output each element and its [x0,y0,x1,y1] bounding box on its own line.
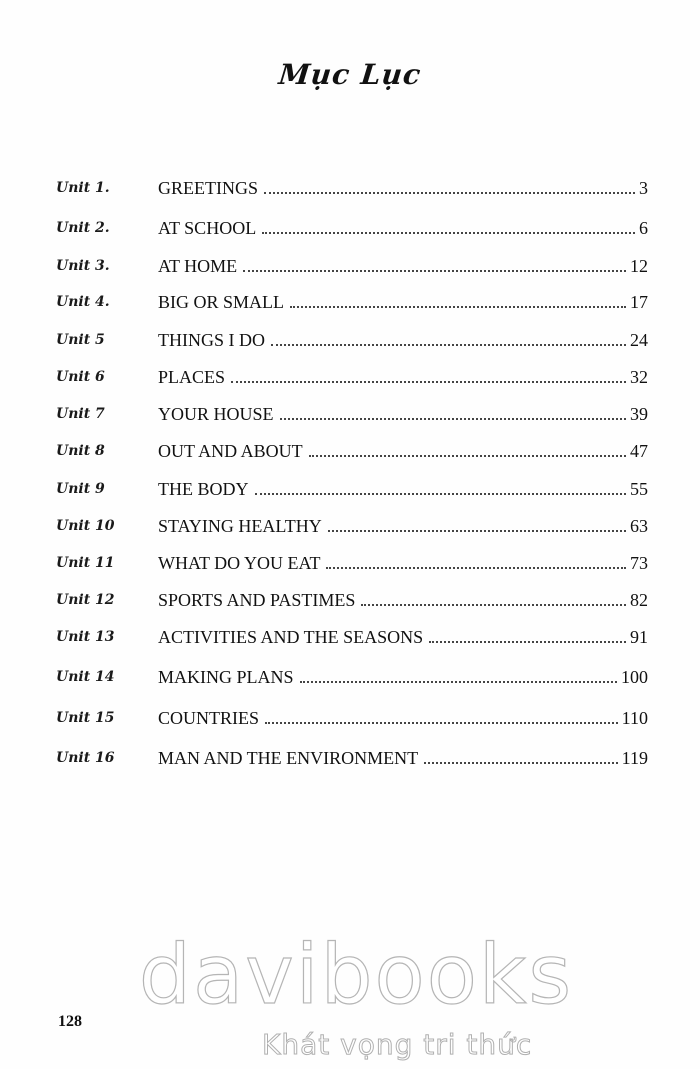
toc-page-number: 73 [630,553,648,573]
toc-entry [158,441,648,462]
toc-row [0,441,700,465]
toc-page-number: 110 [621,708,648,728]
watermark-tagline: Khát vọng tri thức [262,1028,533,1061]
toc-unit-label: Unit 15 [56,710,115,726]
toc-row [0,292,700,316]
toc-entry-title: MAKING PLANS [158,667,294,687]
toc-entry-title: MAN AND THE ENVIRONMENT [158,748,419,768]
toc-unit-label: Unit 16 [56,750,115,766]
toc-row [0,218,700,242]
toc-unit-label: Unit 2. [56,220,110,236]
toc-entry-title: THE BODY [158,479,249,499]
toc-entry [158,553,648,574]
dot-leader [424,762,618,764]
toc-entry-title: ACTIVITIES AND THE SEASONS [158,627,424,647]
toc-row [0,553,700,577]
toc-entry-title: BIG OR SMALL [158,292,285,312]
toc-entry [158,708,648,729]
toc-page-number: 3 [639,178,648,198]
toc-entry-title: PLACES [158,367,226,387]
toc-page-number: 55 [630,479,648,499]
toc-entry-title: THINGS I DO [158,330,265,350]
toc-page-number: 17 [630,292,648,312]
dot-leader [255,493,627,495]
toc-entry-title: YOUR HOUSE [158,404,274,424]
dot-leader [280,418,626,420]
dot-leader [300,681,617,683]
toc-page-number: 24 [630,330,648,350]
toc-row [0,404,700,428]
toc-unit-label: Unit 12 [56,592,115,608]
toc-row [0,708,700,732]
toc-entry [158,218,648,239]
toc-page-number: 32 [630,367,648,387]
dot-leader [361,604,626,606]
toc-entry-title: AT SCHOOL [158,218,257,238]
toc-unit-label: Unit 14 [56,669,115,685]
dot-leader [243,270,626,272]
toc-unit-label: Unit 10 [56,518,115,534]
dot-leader [326,567,626,569]
toc-entry-title: WHAT DO YOU EAT [158,553,321,573]
toc-page-number: 47 [630,441,648,461]
page-title: Mục Lục [277,58,423,91]
toc-row [0,178,700,202]
toc-entry [158,256,648,277]
toc-entry-title: GREETINGS [158,178,258,198]
toc-unit-label: Unit 6 [56,369,105,385]
toc-row [0,367,700,391]
toc-row [0,516,700,540]
toc-unit-label: Unit 11 [56,555,115,571]
toc-page-number: 119 [621,748,648,768]
toc-entry-title: STAYING HEALTHY [158,516,322,536]
toc-unit-label: Unit 8 [56,443,105,459]
dot-leader [429,641,626,643]
toc-entry-title: OUT AND ABOUT [158,441,303,461]
toc-entry-title: SPORTS AND PASTIMES [158,590,356,610]
toc-unit-label: Unit 3. [56,258,110,274]
toc-entry [158,292,648,313]
toc-entry-title: COUNTRIES [158,708,260,728]
dot-leader [264,192,635,194]
dot-leader [231,381,626,383]
toc-page-number: 91 [630,627,648,647]
toc-row [0,256,700,280]
dot-leader [271,344,626,346]
toc-unit-label: Unit 13 [56,629,115,645]
toc-row [0,590,700,614]
toc-row [0,627,700,651]
toc-row [0,667,700,691]
toc-unit-label: Unit 5 [56,332,105,348]
dot-leader [262,232,635,234]
dot-leader [309,455,626,457]
page-number: 128 [58,1013,82,1030]
dot-leader [328,530,626,532]
toc-page-number: 6 [639,218,648,238]
toc-page-number: 63 [630,516,648,536]
toc-entry [158,367,648,388]
toc-page-number: 12 [630,256,648,276]
toc-entry-title: AT HOME [158,256,238,276]
toc-row [0,748,700,772]
toc-row [0,479,700,503]
toc-entry [158,330,648,351]
dot-leader [265,722,618,724]
toc-row [0,330,700,354]
toc-unit-label: Unit 1. [56,180,110,196]
toc-entry [158,590,648,611]
toc-entry [158,627,648,648]
toc-entry [158,748,648,769]
toc-unit-label: Unit 9 [56,481,105,497]
toc-page-number: 39 [630,404,648,424]
toc-entry [158,516,648,537]
toc-unit-label: Unit 4. [56,294,110,310]
toc-unit-label: Unit 7 [56,406,105,422]
dot-leader [290,306,626,308]
toc-page-number: 82 [630,590,648,610]
toc-entry [158,404,648,425]
watermark-brand: davibooks [138,928,574,1023]
toc-entry [158,667,648,688]
toc-entry [158,178,648,199]
toc-page-number: 100 [621,667,648,687]
toc-entry [158,479,648,500]
